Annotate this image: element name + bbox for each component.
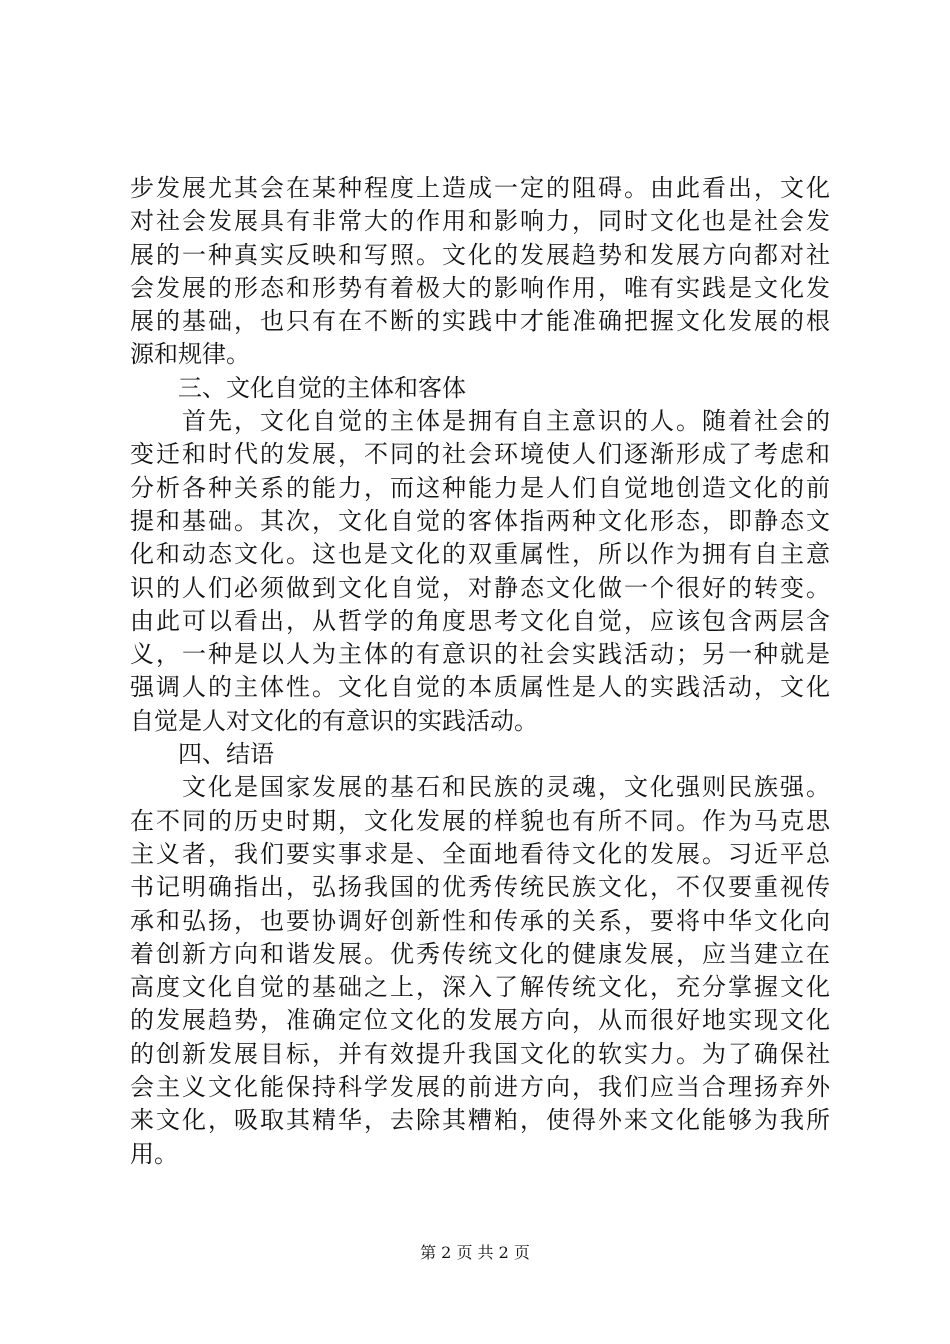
text-line: 展的基础，也只有在不断的实践中才能准确把握文化发展的根 <box>130 307 830 336</box>
text-line: 源和规律。 <box>130 340 250 369</box>
text-line: 对社会发展具有非常大的作用和影响力，同时文化也是社会发 <box>130 207 830 236</box>
text-line: 由此可以看出，从哲学的角度思考文化自觉，应该包含两层含 <box>130 606 830 635</box>
text-line: 在不同的历史时期，文化发展的样貌也有所不同。作为马克思 <box>130 806 830 835</box>
text-line: 文化是国家发展的基石和民族的灵魂，文化强则民族强。 <box>182 773 830 802</box>
text-line: 自觉是人对文化的有意识的实践活动。 <box>130 706 538 735</box>
text-line: 义，一种是以人为主体的有意识的社会实践活动；另一种就是 <box>130 640 830 669</box>
text-line: 着创新方向和谐发展。优秀传统文化的健康发展，应当建立在 <box>130 939 830 968</box>
text-line: 化和动态文化。这也是文化的双重属性，所以作为拥有自主意 <box>130 540 830 569</box>
page-number-footer: 第 2 页 共 2 页 <box>420 1243 530 1262</box>
text-line: 强调人的主体性。文化自觉的本质属性是人的实践活动，文化 <box>130 673 830 702</box>
text-line: 展的一种真实反映和写照。文化的发展趋势和发展方向都对社 <box>130 240 830 269</box>
section-heading: 三、文化自觉的主体和客体 <box>178 373 466 402</box>
text-line: 提和基础。其次，文化自觉的客体指两种文化形态，即静态文 <box>130 506 830 535</box>
text-line: 分析各种关系的能力，而这种能力是人们自觉地创造文化的前 <box>130 473 830 502</box>
text-line: 来文化，吸取其精华，去除其糟粕，使得外来文化能够为我所 <box>130 1106 830 1135</box>
text-line: 的创新发展目标，并有效提升我国文化的软实力。为了确保社 <box>130 1039 830 1068</box>
section-heading: 四、结语 <box>178 740 274 769</box>
text-line: 的发展趋势，准确定位文化的发展方向，从而很好地实现文化 <box>130 1006 830 1035</box>
text-line: 书记明确指出，弘扬我国的优秀传统民族文化，不仅要重视传 <box>130 873 830 902</box>
text-line: 首先，文化自觉的主体是拥有自主意识的人。随着社会的 <box>182 407 830 436</box>
text-line: 会发展的形态和形势有着极大的影响作用，唯有实践是文化发 <box>130 273 830 302</box>
document-body <box>130 172 830 1171</box>
text-line: 承和弘扬，也要协调好创新性和传承的关系，要将中华文化向 <box>130 906 830 935</box>
text-line: 主义者，我们要实事求是、全面地看待文化的发展。习近平总 <box>130 839 830 868</box>
text-line: 会主义文化能保持科学发展的前进方向，我们应当合理扬弃外 <box>130 1073 830 1102</box>
text-line: 变迁和时代的发展，不同的社会环境使人们逐渐形成了考虑和 <box>130 440 830 469</box>
text-line: 步发展尤其会在某种程度上造成一定的阻碍。由此看出，文化 <box>130 174 830 202</box>
text-line: 用。 <box>130 1139 178 1168</box>
text-line: 高度文化自觉的基础之上，深入了解传统文化，充分掌握文化 <box>130 973 830 1002</box>
text-line: 识的人们必须做到文化自觉，对静态文化做一个很好的转变。 <box>130 573 830 602</box>
